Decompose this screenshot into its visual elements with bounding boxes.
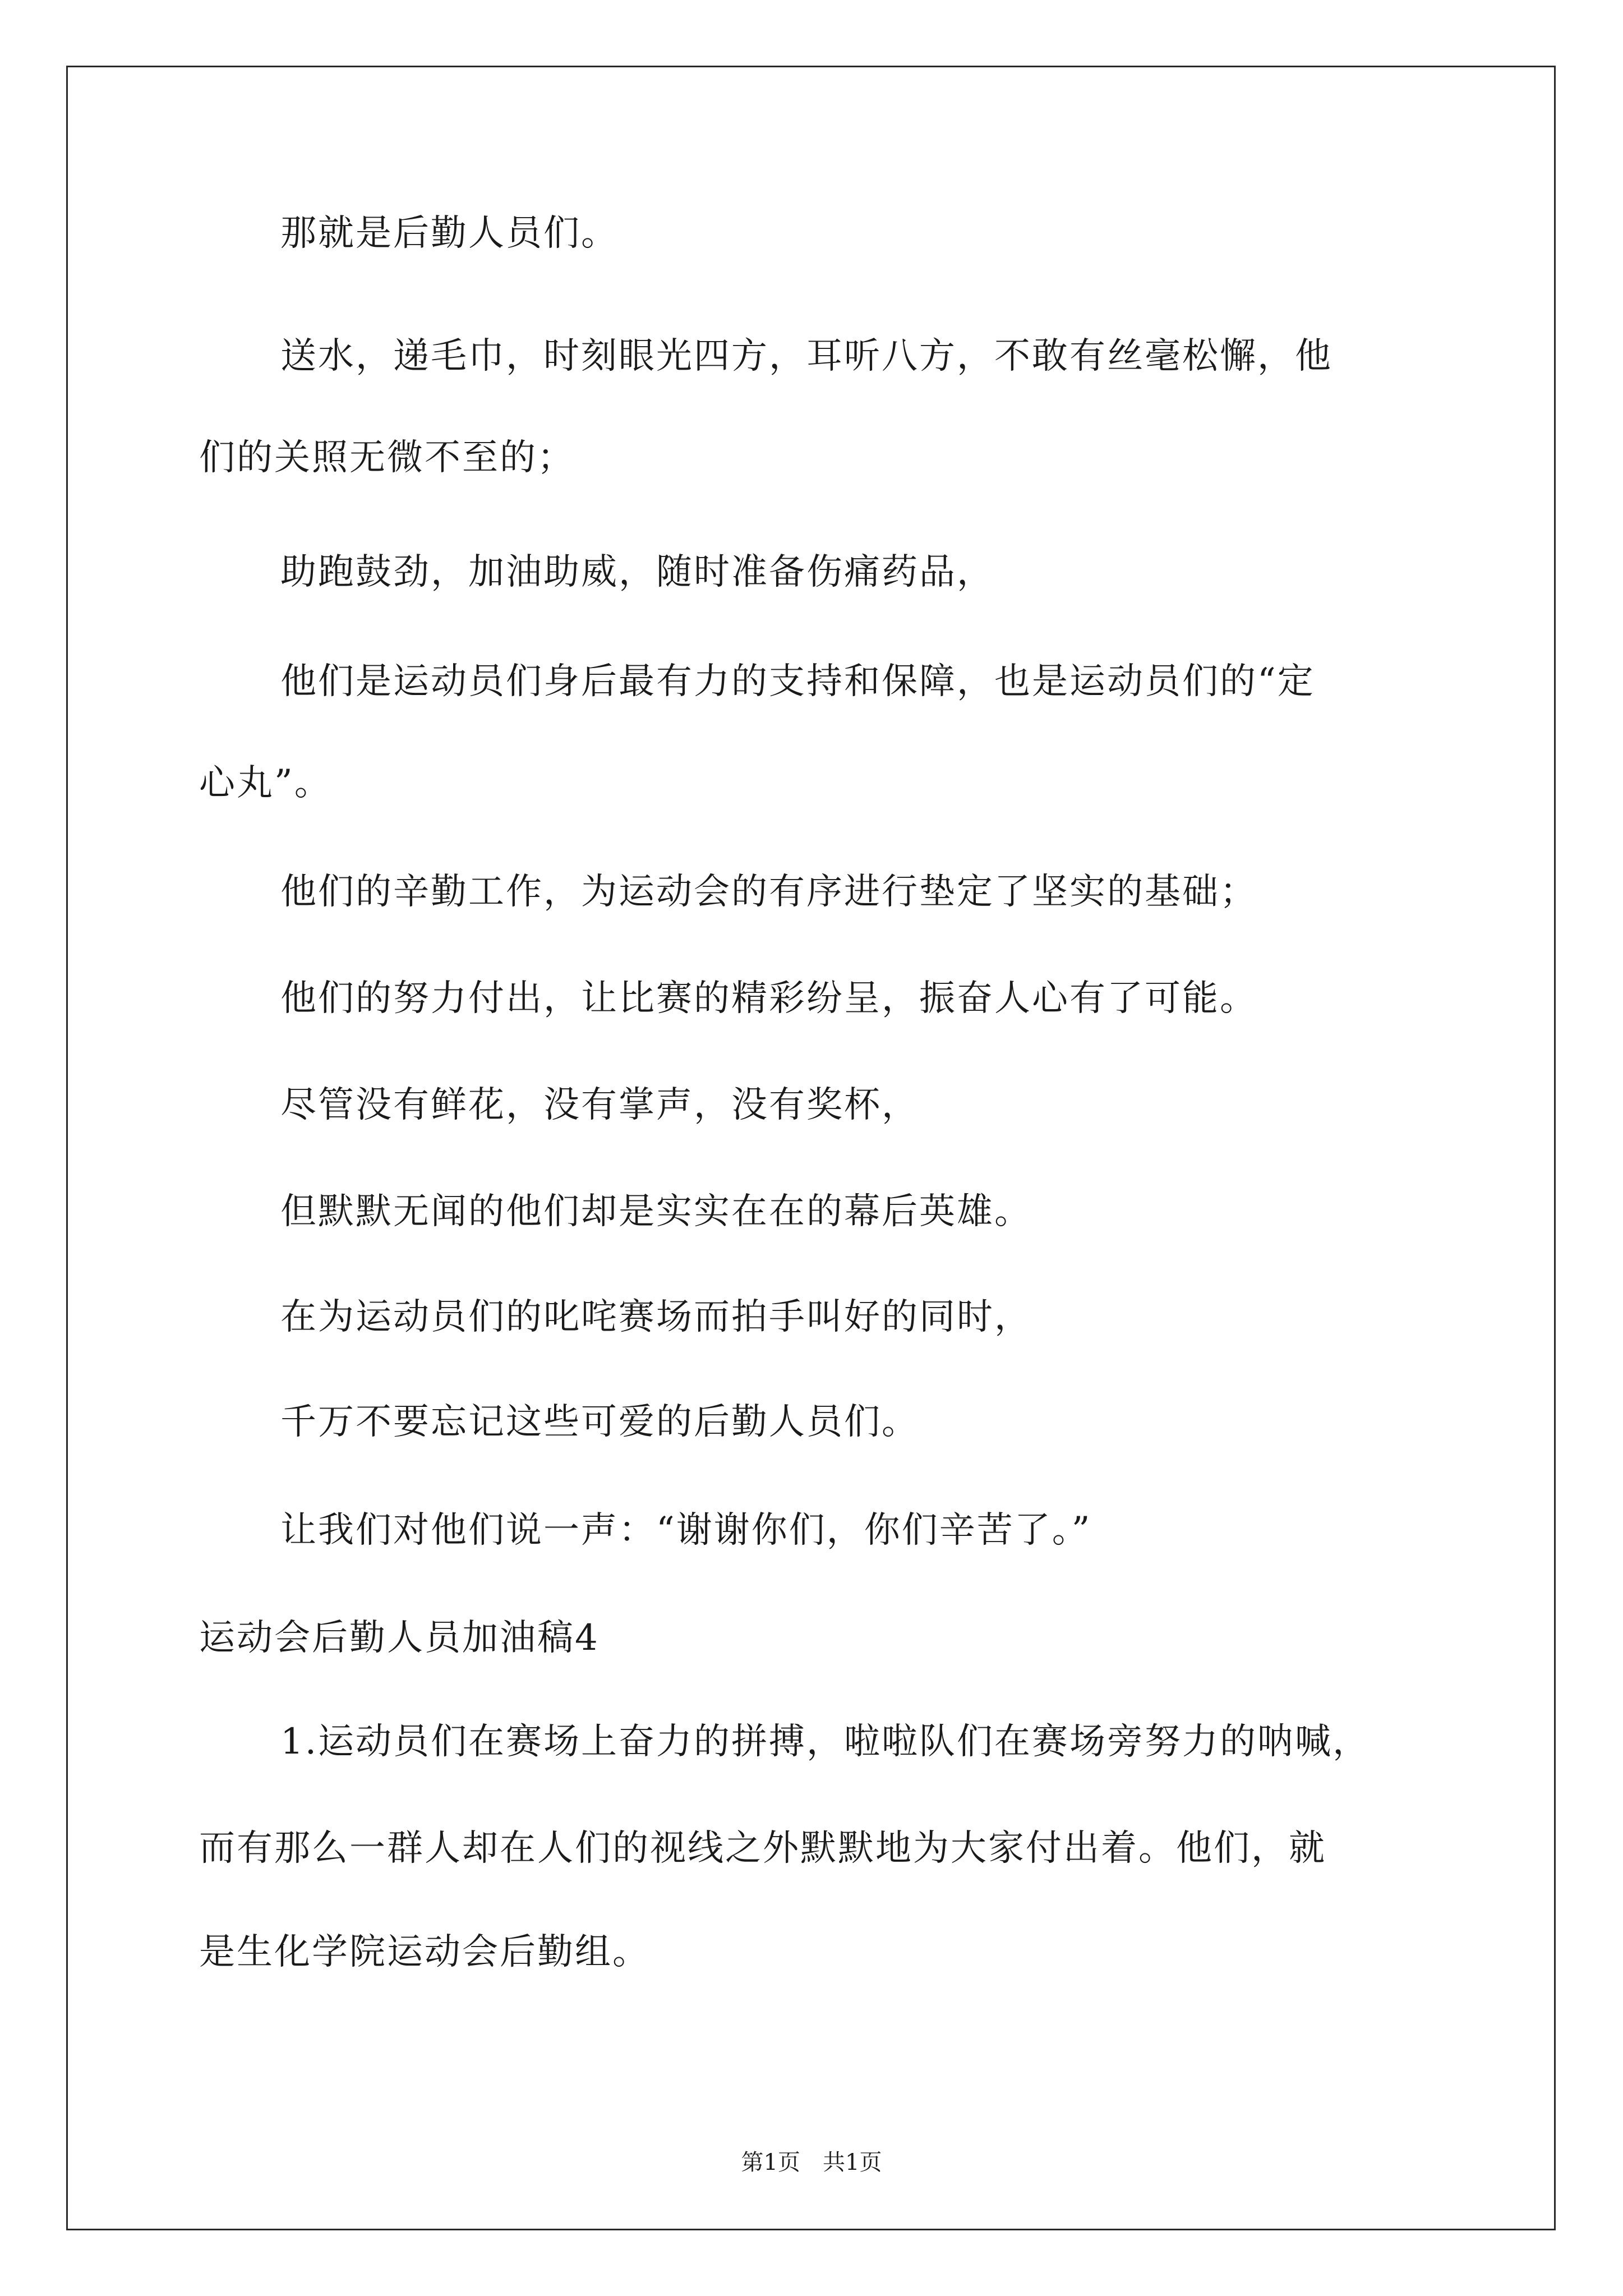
section-heading: 运动会后勤人员加油稿4 <box>199 1617 600 1659</box>
paragraph-line: 在为运动员们的叱咤赛场而拍手叫好的同时， <box>280 1296 1032 1338</box>
paragraph-line: 那就是后勤人员们。 <box>280 213 619 254</box>
paragraph-line: 助跑鼓劲，加油助威，随时准备伤痛药品， <box>280 551 994 593</box>
paragraph-line: 他们的辛勤工作，为运动会的有序进行垫定了坚实的基础； <box>280 871 1257 913</box>
paragraph-line: 尽管没有鲜花，没有掌声，没有奖杯， <box>280 1084 919 1126</box>
page-footer: 第1页 共1页 <box>741 2150 882 2175</box>
paragraph-line: 心丸”。 <box>199 762 332 804</box>
paragraph-line: 们的关照无微不至的； <box>199 437 575 478</box>
paragraph-line: 但默默无闻的他们却是实实在在的幕后英雄。 <box>280 1191 1032 1232</box>
paragraph-line: 而有那么一群人却在人们的视线之外默默地为大家付出着。他们，就 <box>199 1828 1326 1869</box>
paragraph-line: 是生化学院运动会后勤组。 <box>199 1931 650 1973</box>
paragraph-line: 让我们对他们说一声：“谢谢你们，你们辛苦了。” <box>280 1510 1092 1551</box>
paragraph-line: 千万不要忘记这些可爱的后勤人员们。 <box>280 1401 919 1443</box>
page-border <box>66 66 1556 2230</box>
paragraph-line: 他们的努力付出，让比赛的精彩纷呈，振奋人心有了可能。 <box>280 978 1257 1019</box>
paragraph-line: 1.运动员们在赛场上奋力的拼搏，啦啦队们在赛场旁努力的呐喊， <box>280 1721 1371 1763</box>
paragraph-line: 送水，递毛巾，时刻眼光四方，耳听八方，不敢有丝毫松懈，他 <box>280 335 1332 377</box>
paragraph-line: 他们是运动员们身后最有力的支持和保障，也是运动员们的“定 <box>280 661 1315 702</box>
